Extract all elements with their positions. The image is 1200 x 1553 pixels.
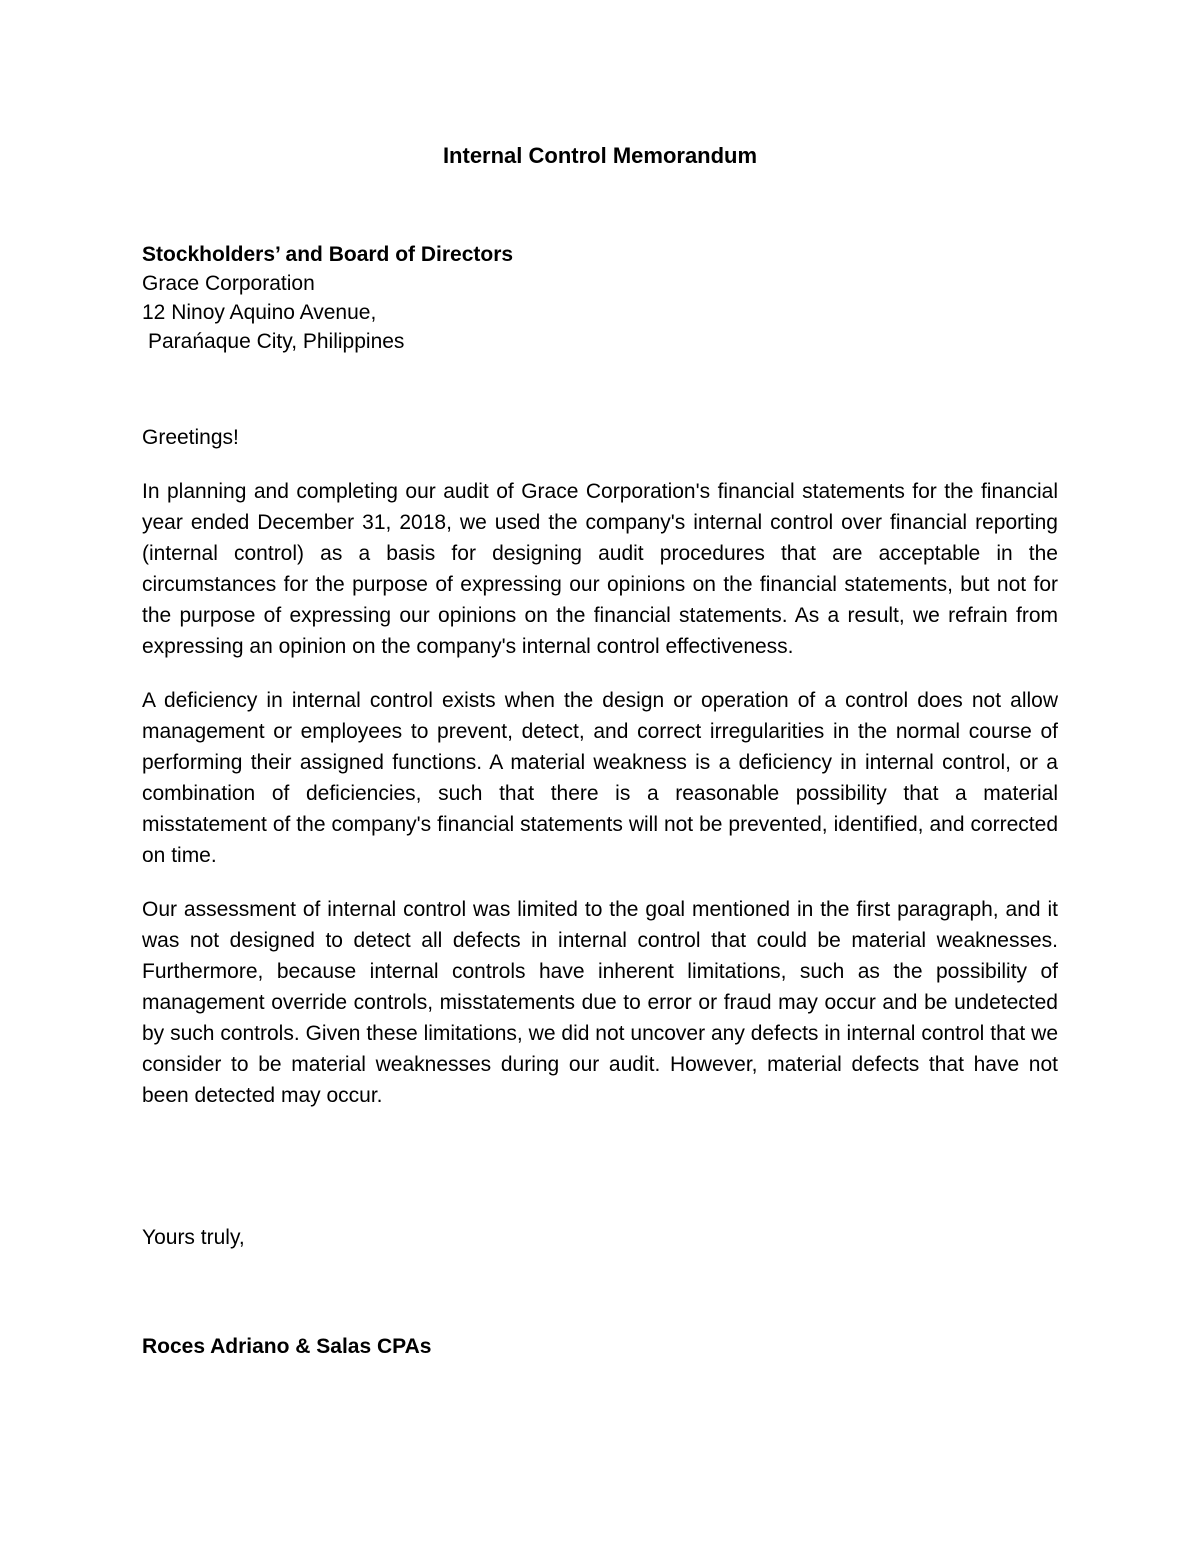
greeting: Greetings! [142, 426, 239, 449]
recipient-street: 12 Ninoy Aquino Avenue, [142, 301, 377, 324]
recipient-address [142, 240, 1058, 356]
body-paragraph-1: In planning and completing our audit of Grace Corporation's financial statements for the financial year ended December 31, 2018, we used the company's internal control over financial reporting (internal control) as a basis for designing audit procedures that are acceptable in the circumstances for the purpose of expressing our opinions on the financial statements, but not for the purpose of expressing our opinions on the financial statements. As a result, we refrain from expressing an opinion on the company's internal control effectiveness. [142, 480, 1058, 658]
recipient-company: Grace Corporation [142, 272, 315, 295]
body-paragraph-3: Our assessment of internal control was limited to the goal mentioned in the first paragraph, and it was not designed to detect all defects in internal control that could be material weaknesses. Furthermore, because internal controls have inherent limitations, such as the possibility of management override controls, misstatements due to error or fraud may occur and be undetected by such controls. Given these limitations, we did not uncover any defects in internal control that we consider to be material weaknesses during our audit. However, material defects that have not been detected may occur. [142, 898, 1058, 1107]
recipient-heading: Stockholders’ and Board of Directors [142, 243, 514, 266]
signature: Roces Adriano & Salas CPAs [142, 1335, 432, 1358]
closing: Yours truly, [142, 1226, 245, 1249]
body-paragraph-2: A deficiency in internal control exists when the design or operation of a control does not allow management or employees to prevent, detect, and correct irregularities in the normal course of performing their assigned functions. A material weakness is a deficiency in internal control, or a combination of deficiencies, such that there is a reasonable possibility that a material misstatement of the company's financial statements will not be prevented, identified, and corrected on time. [142, 689, 1058, 867]
memo-body [142, 476, 1058, 1134]
document-title: Internal Control Memorandum [442, 143, 758, 168]
recipient-city: Parańaque City, Philippines [148, 330, 405, 353]
